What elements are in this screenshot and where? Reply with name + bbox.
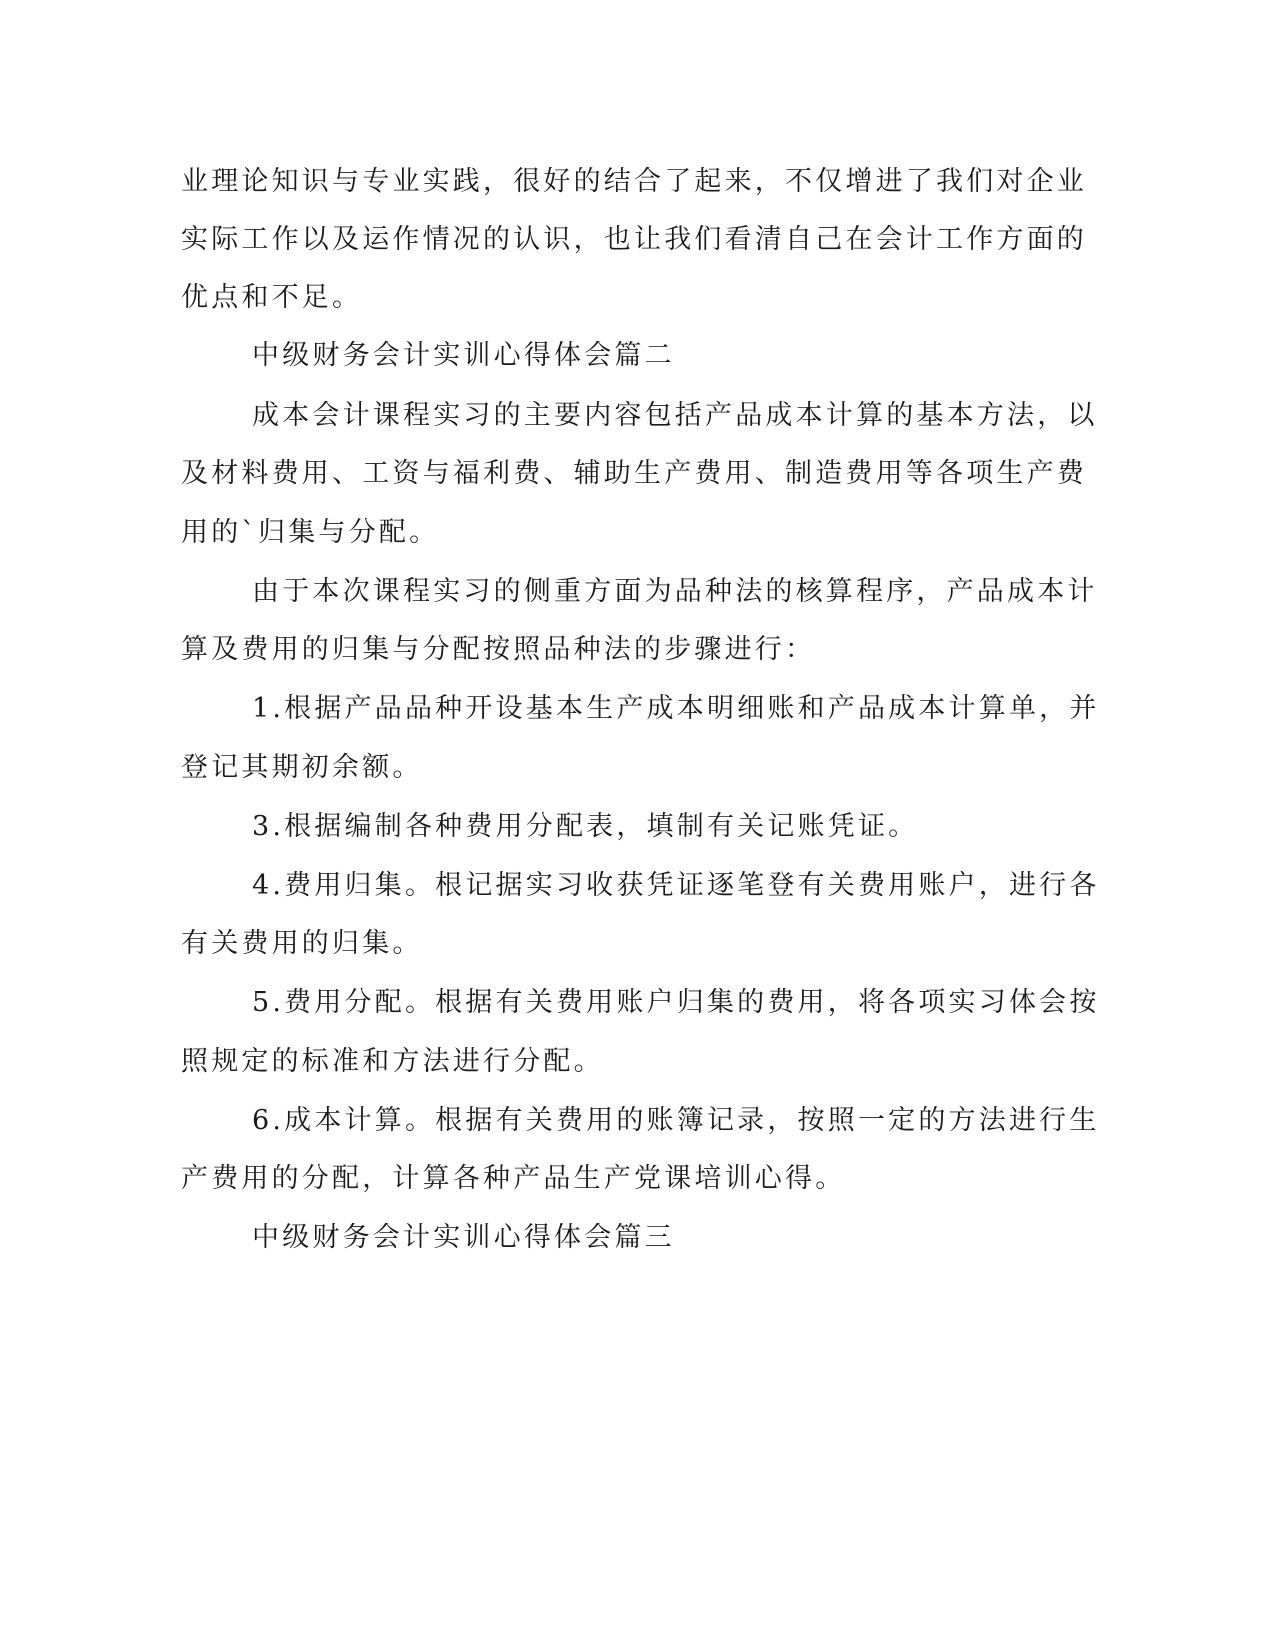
list-item: 5.费用分配。根据有关费用账户归集的费用，将各项实习体会按 xyxy=(252,987,1100,1018)
list-item: 4.费用归集。根记据实习收获凭证逐笔登有关费用账户，进行各 xyxy=(252,870,1100,901)
text-line: 及材料费用、工资与福利费、辅助生产费用、制造费用等各项生产费 xyxy=(181,458,1087,489)
text-line: 有关费用的归集。 xyxy=(181,928,423,959)
list-item: 1.根据产品品种开设基本生产成本明细账和产品成本计算单，并 xyxy=(252,693,1100,724)
text-line: 算及费用的归集与分配按照品种法的步骤进行： xyxy=(181,634,816,665)
text-line: 成本会计课程实习的主要内容包括产品成本计算的基本方法，以 xyxy=(252,400,1098,431)
list-item: 6.成本计算。根据有关费用的账簿记录，按照一定的方法进行生 xyxy=(252,1105,1100,1136)
section-heading: 中级财务会计实训心得体会篇三 xyxy=(252,1222,675,1253)
text-line: 照规定的标准和方法进行分配。 xyxy=(181,1046,604,1077)
text-line: 由于本次课程实习的侧重方面为品种法的核算程序，产品成本计 xyxy=(252,576,1098,607)
text-line: 优点和不足。 xyxy=(181,282,363,313)
text-line: 业理论知识与专业实践，很好的结合了起来，不仅增进了我们对企业 xyxy=(181,166,1087,197)
text-line: 产费用的分配，计算各种产品生产党课培训心得。 xyxy=(181,1163,846,1194)
text-line: 登记其期初余额。 xyxy=(181,752,423,783)
text-line: 实际工作以及运作情况的认识，也让我们看清自己在会计工作方面的 xyxy=(181,224,1087,255)
section-heading: 中级财务会计实训心得体会篇二 xyxy=(252,340,675,371)
list-item: 3.根据编制各种费用分配表，填制有关记账凭证。 xyxy=(252,811,919,842)
text-line: 用的`归集与分配。 xyxy=(181,517,440,548)
